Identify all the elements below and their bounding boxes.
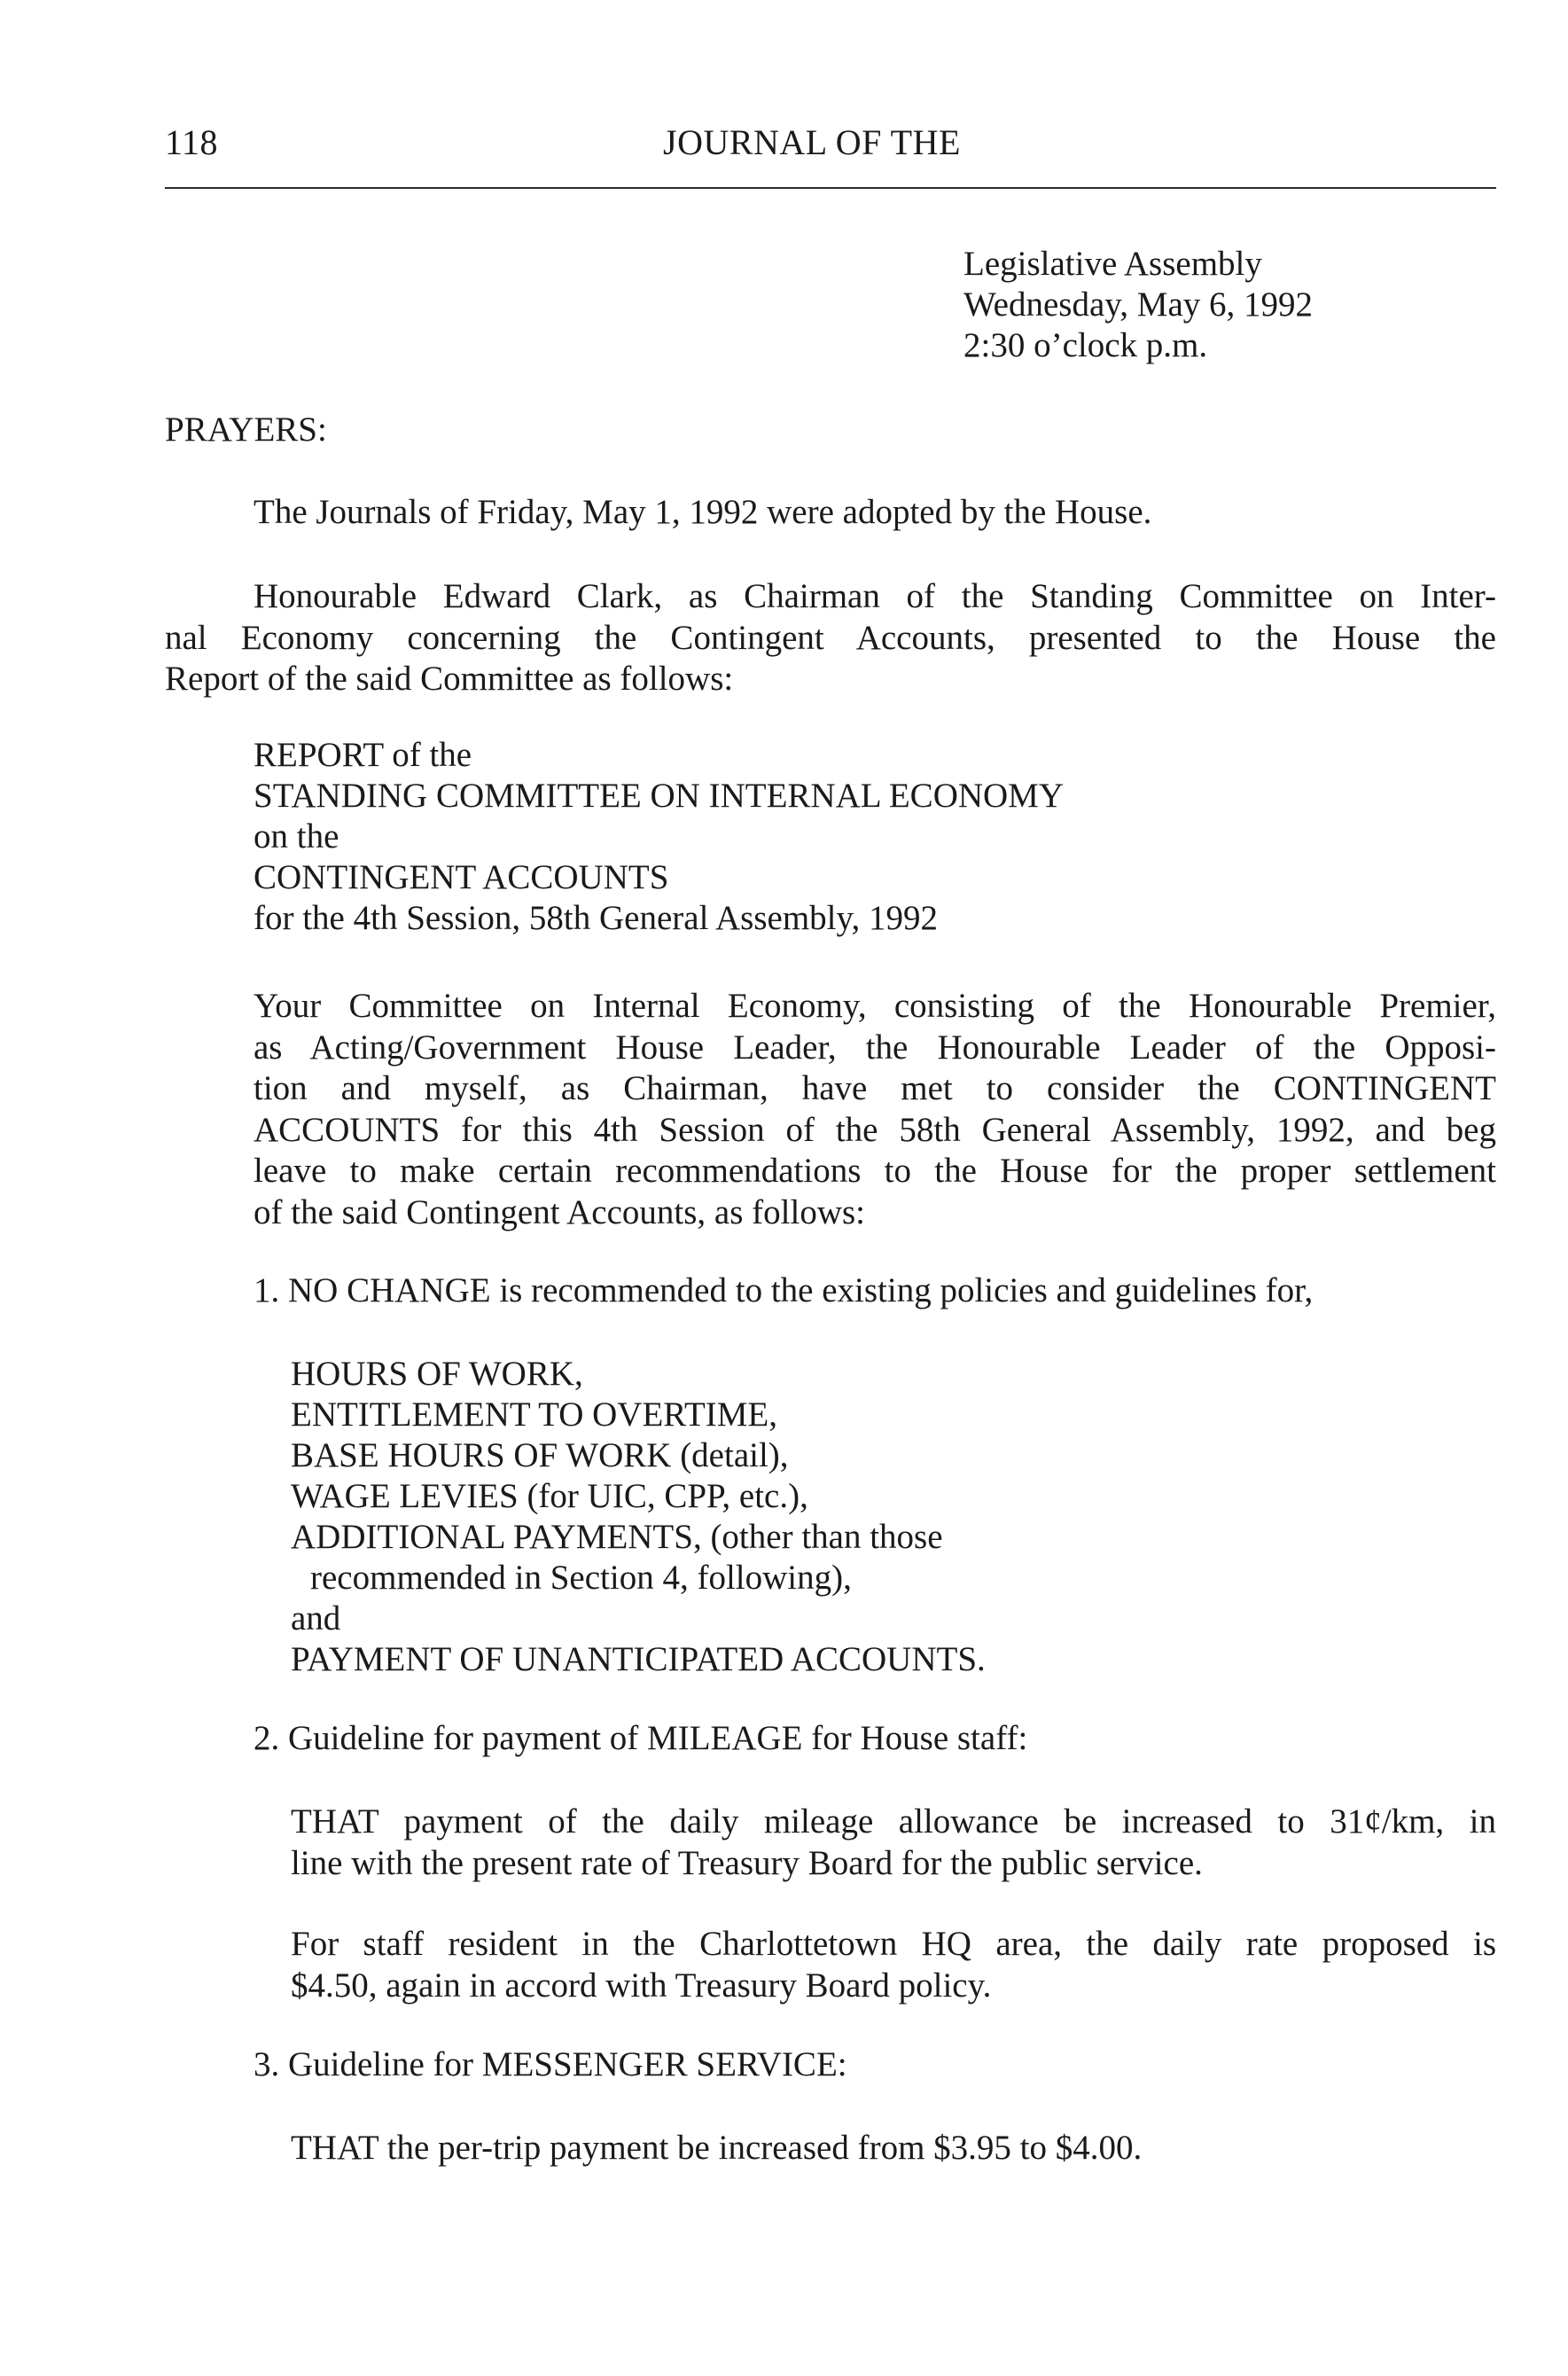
item-2-para-1-line: THAT payment of the daily mileage allowance be increased to 31¢/km, in xyxy=(291,1802,1496,1841)
report-title-line: STANDING COMMITTEE ON INTERNAL ECONOMY xyxy=(254,777,1065,815)
header-rule xyxy=(165,187,1496,189)
dateline-time: 2:30 o’clock p.m. xyxy=(963,326,1208,364)
committee-line: tion and myself, as Chairman, have met to consider the CONTINGENT xyxy=(254,1069,1496,1107)
list-item: ENTITLEMENT TO OVERTIME, xyxy=(291,1395,778,1434)
intro-line: Honourable Edward Clark, as Chairman of the Standing Committee on Inter- xyxy=(254,577,1496,615)
list-item: WAGE LEVIES (for UIC, CPP, etc.), xyxy=(291,1477,808,1515)
item-1-list xyxy=(291,1354,986,1680)
item-2-para-1-line: line with the present rate of Treasury Board for the public service. xyxy=(291,1843,1203,1882)
intro-paragraph xyxy=(165,576,1496,700)
item-1-text: 1. NO CHANGE is recommended to the existing policies and guidelines for, xyxy=(254,1271,1314,1309)
committee-line: ACCOUNTS for this 4th Session of the 58th General Assembly, 1992, and beg xyxy=(254,1110,1496,1149)
item-3-para-1: THAT the per-trip payment be increased from $3.95 to $4.00. xyxy=(291,2129,1143,2167)
list-item: ADDITIONAL PAYMENTS, (other than those xyxy=(291,1518,943,1556)
list-item: and xyxy=(291,1599,341,1637)
item-2-para-2-line: $4.50, again in accord with Treasury Board policy. xyxy=(291,1966,992,2005)
item-2-para-2-line: For staff resident in the Charlottetown HQ area, the daily rate proposed is xyxy=(291,1925,1496,1963)
prayers-heading: PRAYERS: xyxy=(165,410,327,449)
report-title xyxy=(254,735,1064,939)
item-2-text: 2. Guideline for payment of MILEAGE for House staff: xyxy=(254,1719,1028,1757)
report-title-line: REPORT of the xyxy=(254,736,472,774)
committee-line: leave to make certain recommendations to the House for the proper settlement xyxy=(254,1152,1496,1190)
report-title-line: on the xyxy=(254,817,339,856)
page-number: 118 xyxy=(165,122,219,162)
list-item: recommended in Section 4, following), xyxy=(310,1559,852,1597)
journals-adopted: The Journals of Friday, May 1, 1992 were adopted by the House. xyxy=(254,493,1152,531)
list-item: HOURS OF WORK, xyxy=(291,1355,583,1393)
dateline xyxy=(963,244,1313,366)
intro-line: nal Economy concerning the Contingent Accounts, presented to the House the xyxy=(165,618,1496,657)
dateline-assembly: Legislative Assembly xyxy=(963,245,1262,283)
committee-line: as Acting/Government House Leader, the Honourable Leader of the Opposi- xyxy=(254,1028,1496,1067)
list-item: BASE HOURS OF WORK (detail), xyxy=(291,1436,789,1474)
committee-paragraph xyxy=(254,986,1496,1233)
report-title-line: CONTINGENT ACCOUNTS xyxy=(254,858,669,896)
committee-line: of the said Contingent Accounts, as follows: xyxy=(254,1192,866,1231)
running-title: JOURNAL OF THE xyxy=(663,122,961,162)
item-3-text: 3. Guideline for MESSENGER SERVICE: xyxy=(254,2045,847,2083)
list-item: PAYMENT OF UNANTICIPATED ACCOUNTS. xyxy=(291,1640,986,1678)
committee-line: Your Committee on Internal Economy, consisting of the Honourable Premier, xyxy=(254,987,1496,1025)
report-title-line: for the 4th Session, 58th General Assembly, 1992 xyxy=(254,899,938,937)
item-2-para-1 xyxy=(291,1802,1496,1884)
item-2-para-2 xyxy=(291,1924,1496,2006)
dateline-date: Wednesday, May 6, 1992 xyxy=(963,285,1313,324)
intro-line: Report of the said Committee as follows: xyxy=(165,660,734,698)
